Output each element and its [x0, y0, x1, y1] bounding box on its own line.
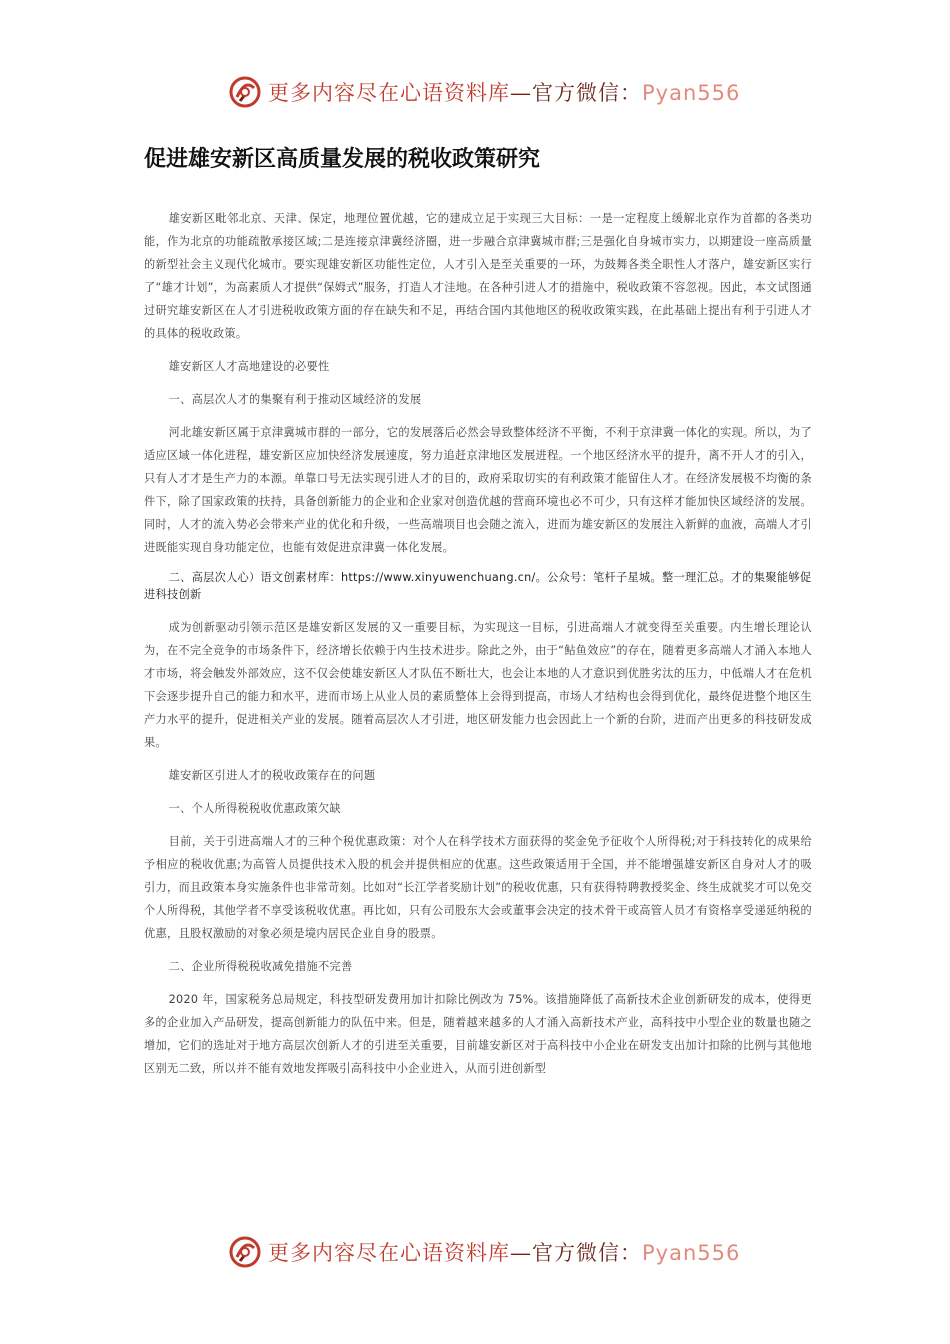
- banner-separator: —: [510, 81, 532, 105]
- footer-banner: [228, 1232, 740, 1272]
- header-banner: [228, 72, 740, 112]
- banner-main-text: 更多内容尽在心语资料库: [268, 1241, 510, 1265]
- body-paragraph: 目前，关于引进高端人才的三种个税优惠政策：对个人在科学技术方面获得的奖金免予征收个人所得税;对于科技转化的成果给予相应的税收优惠;为高管人员提供技术入股的机会并提供相应的优惠。这些政策适用于全国，并不能增强雄安新区自身对人才的吸引力，而且政策本身实施条件也非常苛刻。比如对“长江学者奖励计划”的税收优惠，只有获得特聘教授奖金、终生成就奖才可以免交个人所得税，其他学者不享受该税收优惠。再比如，只有公司股东大会或董事会决定的技术骨干或高管人员才有资格享受递延纳税的优惠，且股权激励的对象必须是境内居民企业自身的股票。: [144, 835, 812, 940]
- body-paragraph: 成为创新驱动引领示范区是雄安新区发展的又一重要目标，为实现这一目标，引进高端人才就变得至关重要。内生增长理论认为，在不完全竞争的市场条件下，经济增长依赖于内生技术进步。除此之外，由于“鲇鱼效应”的存在，随着更多高端人才涌入本地人才市场，将会触发外部效应，这不仅会使雄安新区人才队伍不断壮大，也会让本地的人才意识到优胜劣汰的压力，中低端人才在危机下会逐步提升自己的能力和水平，进而市场上从业人员的素质整体上会得到提高，市场人才结构也会得到优化，最终促进整个地区生产力水平的提升，促进相关产业的发展。随着高层次人才引进，地区研发能力也会因此上一个新的台阶，进而产出更多的科技研发成果。: [144, 621, 812, 749]
- banner-separator: —: [510, 1241, 532, 1265]
- article-body: [144, 207, 812, 1090]
- banner-wechat-id: Pyan556: [642, 81, 741, 105]
- banner-main-text: 更多内容尽在心语资料库: [268, 81, 510, 105]
- section-heading: 一、个人所得税税收优惠政策欠缺: [168, 802, 341, 815]
- section-heading: 一、高层次人才的集聚有利于推动区域经济的发展: [168, 393, 422, 406]
- banner-wechat-label: 官方微信：: [532, 1241, 642, 1265]
- banner-wechat-id: Pyan556: [642, 1241, 741, 1265]
- body-paragraph: 河北雄安新区属于京津冀城市群的一部分，它的发展落后必然会导致整体经济不平衡，不利于京津冀一体化的实现。所以，为了适应区域一体化进程，雄安新区应加快经济发展速度，努力追赶京津地区发展进程。一个地区经济水平的提升，离不开人才的引入，只有人才才是生产力的本源。单靠口号无法实现引进人才的目的，政府采取切实的有利政策才能留住人才。在经济发展极不均衡的条件下，除了国家政策的扶持，具备创新能力的企业和企业家对创造优越的营商环境也必不可少，只有这样才能加快区域经济的发展。同时，人才的流入势必会带来产业的优化和升级，一些高端项目也会随之流入，进而为雄安新区的发展注入新鲜的血液，高端人才引进既能实现自身功能定位，也能有效促进京津冀一体化发展。: [144, 426, 812, 554]
- body-paragraph: 雄安新区毗邻北京、天津、保定，地理位置优越，它的建成立足于实现三大目标：一是一定程度上缓解北京作为首都的各类功能，作为北京的功能疏散承接区域;二是连接京津冀经济圈，进一步融合京津冀城市群;三是强化自身城市实力，以期建设一座高质量的新型社会主义现代化城市。要实现雄安新区功能性定位，人才引入是至关重要的一环，为鼓舞各类全职性人才落户，雄安新区实行了“雄才计划”，为高素质人才提供“保姆式”服务，打造人才洼地。在各种引进人才的措施中，税收政策不容忽视。因此，本文试图通过研究雄安新区在人才引进税收政策方面的存在缺失和不足，再结合国内其他地区的税收政策实践，在此基础上提出有利于引进人才的具体的税收政策。: [144, 212, 812, 340]
- banner-text: [268, 77, 740, 107]
- section-heading: 雄安新区引进人才的税收政策存在的问题: [168, 769, 376, 782]
- section-heading: 二、企业所得税税收减免措施不完善: [168, 960, 353, 973]
- body-paragraph: 2020 年，国家税务总局规定，科技型研发费用加计扣除比例改为 75%。该措施降低了高新技术企业创新研发的成本，使得更多的企业加入产品研发，提高创新能力的队伍中来。但是，随着越来越多的人才涌入高新技术产业，高科技中小型企业的数量也随之增加，它们的选址对于地方高层次创新人才的引进至关重要，目前雄安新区对于高科技中小企业在研发支出加计扣除的比例与其他地区别无二致，所以并不能有效地发挥吸引高科技中小企业进入，从而引进创新型: [144, 993, 812, 1075]
- banner-wechat-label: 官方微信：: [532, 81, 642, 105]
- brand-logo-icon: [228, 75, 262, 109]
- banner-text: [268, 1237, 740, 1267]
- page-title: 促进雄安新区高质量发展的税收政策研究: [144, 147, 541, 172]
- section-heading: 二、高层次人心）语文创素材库：https://www.xinyuwenchuang.cn/。公众号：笔杆子星城。整一理汇总。才的集聚能够促进科技创新: [144, 571, 812, 601]
- section-heading: 雄安新区人才高地建设的必要性: [168, 360, 330, 373]
- brand-logo-icon: [228, 1235, 262, 1269]
